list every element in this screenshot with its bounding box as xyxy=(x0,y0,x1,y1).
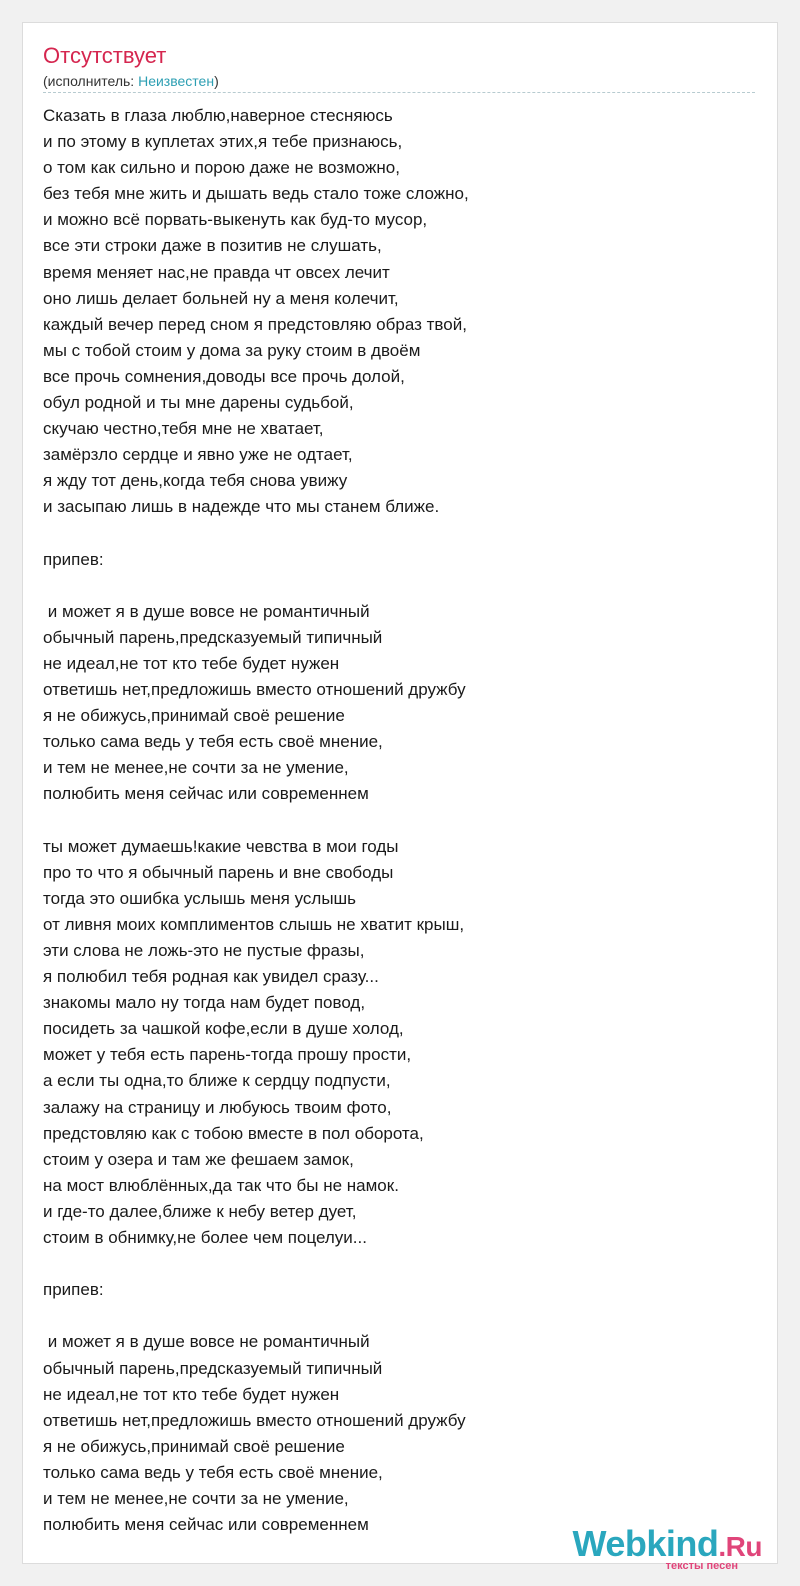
lyric-line: ты может думаешь!какие чевства в мои годы xyxy=(43,836,399,856)
lyric-line: ответишь нет,предложишь вместо отношений дружбу xyxy=(43,1410,466,1430)
lyric-line: мы с тобой стоим у дома за руку стоим в двоём xyxy=(43,340,421,360)
lyric-line: стоим у озера и там же фешаем замок, xyxy=(43,1149,354,1169)
lyric-line: не идеал,не тот кто тебе будет нужен xyxy=(43,1384,340,1404)
lyric-line xyxy=(43,808,743,834)
lyric-line: от ливня моих комплиментов слышь не хватит крыш, xyxy=(43,914,465,934)
lyric-line: обычный парень,предсказуемый типичный xyxy=(43,1358,383,1378)
logo-name: Webkind xyxy=(572,1523,719,1564)
artist-prefix: (исполнитель: xyxy=(43,73,139,89)
lyric-line: только сама ведь у тебя есть своё мнение, xyxy=(43,732,383,752)
lyric-line: на мост влюблённых,да так что бы не намок. xyxy=(43,1175,399,1195)
lyric-line: ответишь нет,предложишь вместо отношений дружбу xyxy=(43,680,466,700)
lyric-line: а если ты одна,то ближе к сердцу подпусти, xyxy=(43,1071,391,1091)
lyric-line: и по этому в куплетах этих,я тебе признаюсь, xyxy=(43,132,403,152)
lyric-line: залажу на страницу и любуюсь твоим фото, xyxy=(43,1097,392,1117)
lyric-line: и где-то далее,ближе к небу ветер дует, xyxy=(43,1201,357,1221)
lyric-line: предстовляю как с тобою вместе в пол оборота, xyxy=(43,1123,424,1143)
lyric-line: и засыпаю лишь в надежде что мы станем ближе. xyxy=(43,497,440,517)
lyric-line: обычный парень,предсказуемый типичный xyxy=(43,627,383,647)
lyric-line: о том как сильно и порою даже не возможно, xyxy=(43,158,400,178)
lyric-line: и тем не менее,не сочти за не умение, xyxy=(43,758,349,778)
lyric-line: про то что я обычный парень и вне свободы xyxy=(43,862,394,882)
lyric-line xyxy=(43,1251,743,1277)
lyric-line: посидеть за чашкой кофе,если в душе холод, xyxy=(43,1019,404,1039)
lyric-line: замёрзло сердце и явно уже не одтает, xyxy=(43,445,353,465)
lyric-line: и тем не менее,не сочти за не умение, xyxy=(43,1488,349,1508)
lyric-line: обул родной и ты мне дарены судьбой, xyxy=(43,393,354,413)
lyric-line: тогда это ошибка услышь меня услышь xyxy=(43,888,357,908)
divider xyxy=(43,92,755,93)
lyric-line: каждый вечер перед сном я предстовляю образ твой, xyxy=(43,314,467,334)
lyric-line: и может я в душе вовсе не романтичный xyxy=(43,601,370,621)
lyric-line: время меняет нас,не правда чт овсех лечит xyxy=(43,262,390,282)
lyric-line: припев: xyxy=(43,549,104,569)
logo-subtitle: тексты песен xyxy=(665,1560,738,1572)
lyric-line: знакомы мало ну тогда нам будет повод, xyxy=(43,993,366,1013)
lyric-line: и может я в душе вовсе не романтичный xyxy=(43,1332,370,1352)
lyric-line: полюбить меня сейчас или современнем xyxy=(43,784,369,804)
lyric-line: может у тебя есть парень-тогда прошу прости, xyxy=(43,1045,412,1065)
lyric-line: только сама ведь у тебя есть своё мнение, xyxy=(43,1462,383,1482)
lyric-line: оно лишь делает больней ну а меня колечит, xyxy=(43,288,399,308)
lyric-line: без тебя мне жить и дышать ведь стало тоже сложно, xyxy=(43,184,469,204)
lyric-line: стоим в обнимку,не более чем поцелуи... xyxy=(43,1228,367,1248)
lyric-line: и можно всё порвать-выкенуть как буд-то мусор, xyxy=(43,210,428,230)
lyric-line: я не обижусь,принимай своё решение xyxy=(43,1436,345,1456)
lyric-line: не идеал,не тот кто тебе будет нужен xyxy=(43,653,340,673)
lyric-line: эти слова не ложь-это не пустые фразы, xyxy=(43,941,365,960)
lyric-line xyxy=(43,1303,743,1329)
song-title: Отсутствует xyxy=(43,43,167,68)
artist-link[interactable]: Неизвестен xyxy=(138,73,215,89)
lyric-line: все прочь сомнения,доводы все прочь долой, xyxy=(43,366,405,386)
lyric-line: полюбить меня сейчас или современнем xyxy=(43,1515,369,1535)
logo-tld: .Ru xyxy=(718,1531,762,1562)
artist-suffix: ) xyxy=(214,73,219,89)
lyric-line: все эти строки даже в позитив не слушать, xyxy=(43,236,382,256)
artist-line xyxy=(43,72,219,90)
lyric-line: я жду тот день,когда тебя снова увижу xyxy=(43,471,348,491)
lyric-line: припев: xyxy=(43,1280,104,1300)
lyric-line: Сказать в глаза люблю,наверное стесняюсь xyxy=(43,106,393,125)
lyrics-body xyxy=(43,103,743,1538)
lyric-line xyxy=(43,573,743,599)
lyric-line: я полюбил тебя родная как увидел сразу... xyxy=(43,967,379,987)
site-watermark xyxy=(573,1525,762,1572)
lyrics-card xyxy=(22,22,778,1564)
lyric-line: скучаю честно,тебя мне не хватает, xyxy=(43,419,324,439)
lyric-line: я не обижусь,принимай своё решение xyxy=(43,706,345,726)
lyric-line xyxy=(43,521,743,547)
